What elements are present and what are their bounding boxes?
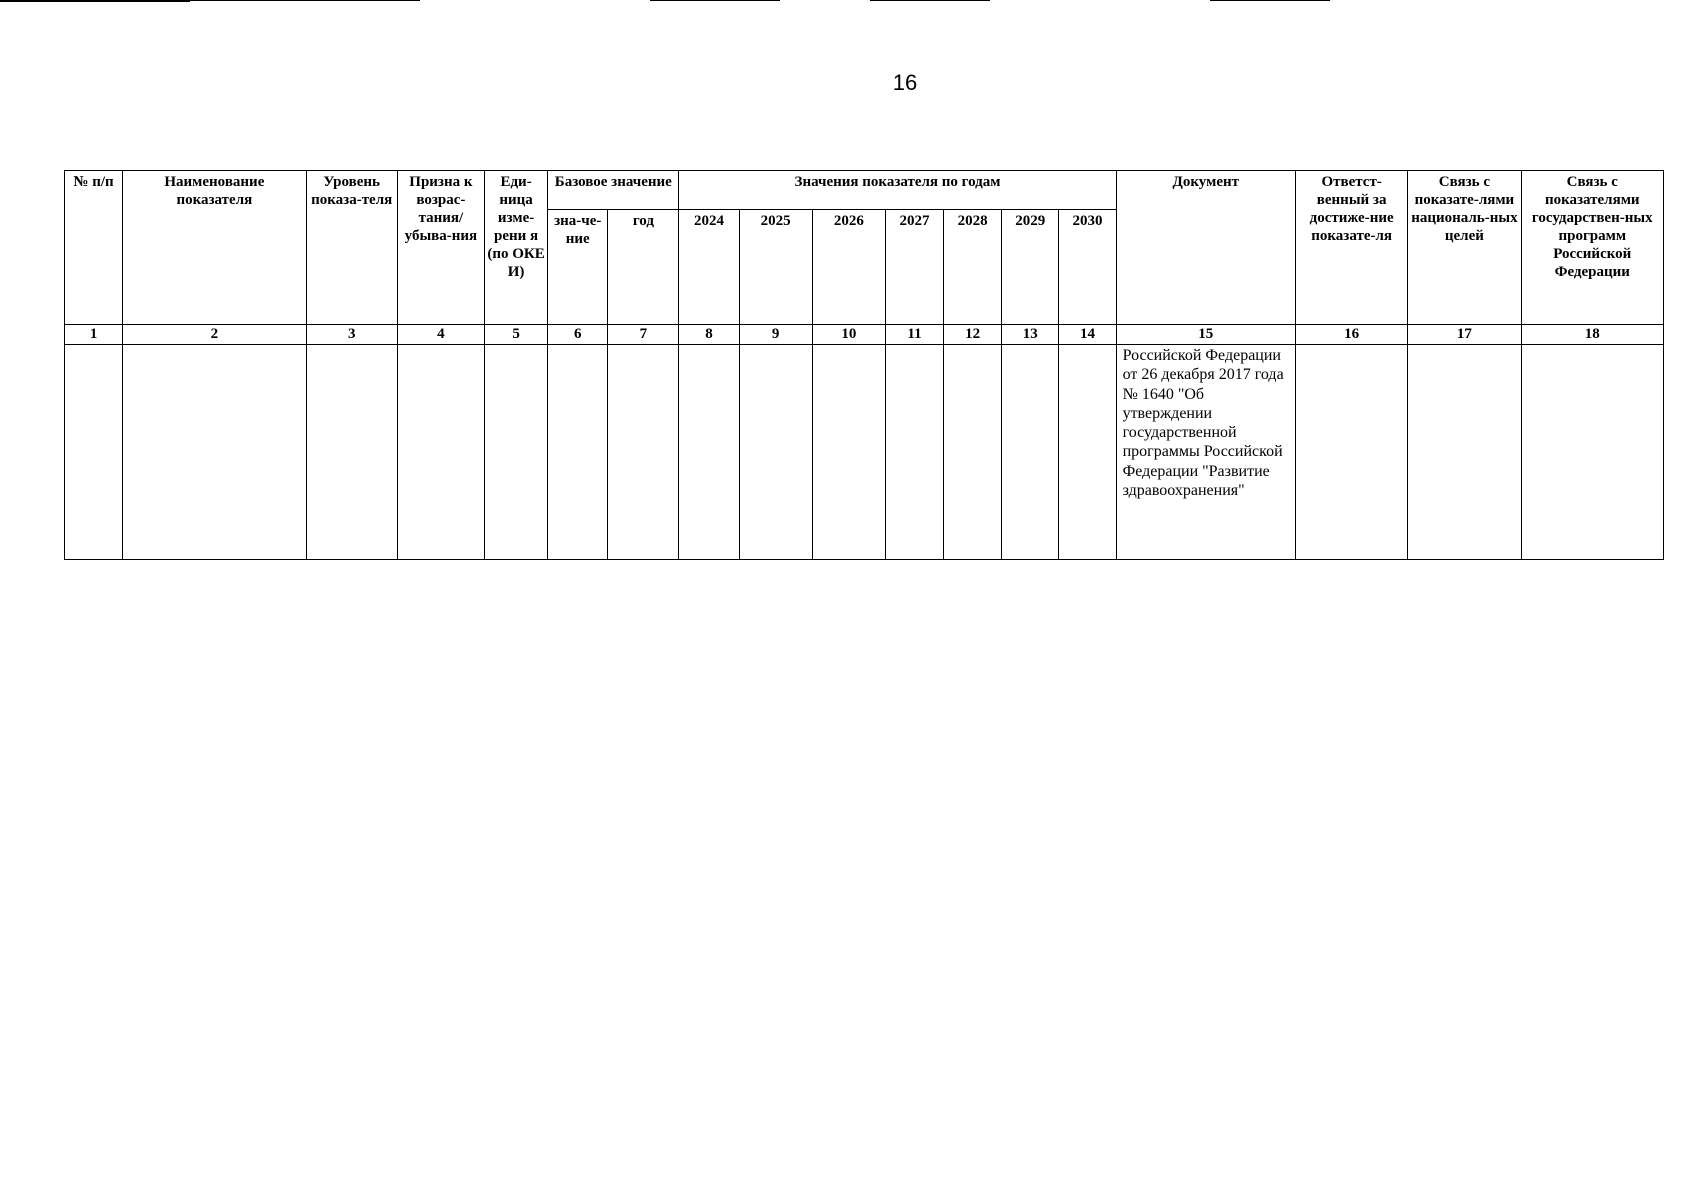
header-year: 2025 xyxy=(739,210,812,325)
table-cell xyxy=(1408,345,1521,560)
column-number: 2 xyxy=(123,325,306,345)
table-cell xyxy=(1002,345,1059,560)
table-cell xyxy=(485,345,548,560)
header-document: Документ xyxy=(1116,171,1295,325)
header-year: 2029 xyxy=(1002,210,1059,325)
header-unit: Еди-ница изме-рени я (по ОКЕ И) xyxy=(485,171,548,325)
header-state-programs: Связь с показателями государствен-ных программ Российской Федерации xyxy=(1521,171,1663,325)
table-cell xyxy=(608,345,679,560)
table-cell xyxy=(679,345,739,560)
table-cell xyxy=(1059,345,1116,560)
column-number-row xyxy=(65,325,1664,345)
column-number: 18 xyxy=(1521,325,1663,345)
table-cell xyxy=(1521,345,1663,560)
column-number: 11 xyxy=(885,325,943,345)
header-base-value: зна-че-ние xyxy=(548,210,608,325)
table-cell xyxy=(739,345,812,560)
table-cell xyxy=(123,345,306,560)
column-number: 5 xyxy=(485,325,548,345)
column-number: 9 xyxy=(739,325,812,345)
top-border-line xyxy=(650,0,780,1)
table-cell xyxy=(1296,345,1408,560)
top-border-line xyxy=(1210,0,1330,1)
column-number: 4 xyxy=(397,325,484,345)
column-number: 7 xyxy=(608,325,679,345)
column-number: 15 xyxy=(1116,325,1295,345)
column-number: 12 xyxy=(944,325,1002,345)
header-national-goals: Связь с показате-лями националь-ных целей xyxy=(1408,171,1521,325)
header-num: № п/п xyxy=(65,171,123,325)
table-header-row xyxy=(65,171,1664,210)
header-year: 2028 xyxy=(944,210,1002,325)
page-number: 16 xyxy=(892,70,918,95)
table-cell xyxy=(885,345,943,560)
table-cell xyxy=(65,345,123,560)
top-border-line xyxy=(870,0,990,1)
top-border-line xyxy=(190,0,420,1)
header-year: 2030 xyxy=(1059,210,1116,325)
table-cell xyxy=(306,345,397,560)
header-base-year: год xyxy=(608,210,679,325)
table-cell xyxy=(944,345,1002,560)
document-cell: Российской Федерации от 26 декабря 2017 года № 1640 "Об утверждении государственной программы Российской Федерации "Развитие здравоохранения" xyxy=(1116,345,1295,560)
column-number: 10 xyxy=(812,325,885,345)
header-responsible: Ответст-венный за достиже-ние показате-ля xyxy=(1296,171,1408,325)
column-number: 17 xyxy=(1408,325,1521,345)
table-cell xyxy=(548,345,608,560)
header-name: Наименование показателя xyxy=(123,171,306,325)
header-year: 2027 xyxy=(885,210,943,325)
top-border-line xyxy=(0,0,190,2)
indicators-table xyxy=(64,170,1664,560)
table-row xyxy=(65,345,1664,560)
column-number: 16 xyxy=(1296,325,1408,345)
column-number: 14 xyxy=(1059,325,1116,345)
column-number: 1 xyxy=(65,325,123,345)
table-cell xyxy=(812,345,885,560)
header-level: Уровень показа-теля xyxy=(306,171,397,325)
header-year: 2024 xyxy=(679,210,739,325)
column-number: 13 xyxy=(1002,325,1059,345)
header-sign: Призна к возрас-тания/ убыва-ния xyxy=(397,171,484,325)
column-number: 8 xyxy=(679,325,739,345)
header-values-by-year: Значения показателя по годам xyxy=(679,171,1116,210)
header-base: Базовое значение xyxy=(548,171,679,210)
header-year: 2026 xyxy=(812,210,885,325)
column-number: 3 xyxy=(306,325,397,345)
table-cell xyxy=(397,345,484,560)
column-number: 6 xyxy=(548,325,608,345)
